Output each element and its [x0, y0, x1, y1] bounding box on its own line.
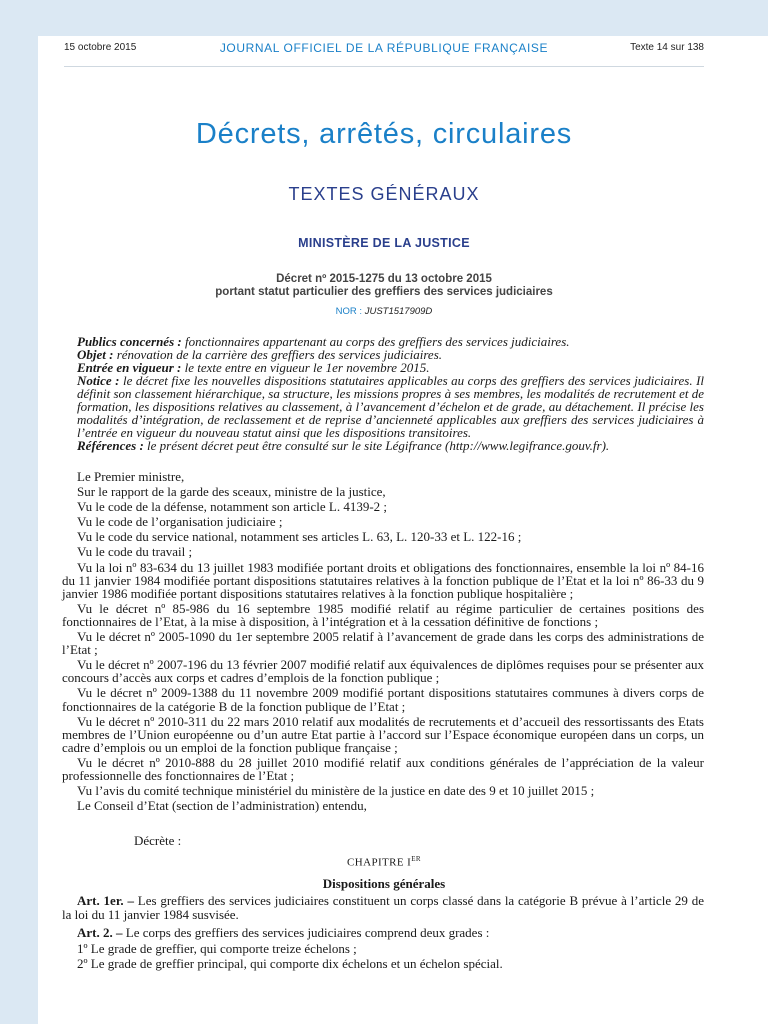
visa-paragraph: Le Premier ministre,: [77, 469, 185, 484]
chapter-heading: [0, 855, 768, 869]
article-2-label: Art. 2. –: [77, 925, 123, 940]
decree-title-line-1: Décret nº 2015-1275 du 13 octobre 2015: [276, 273, 492, 285]
header-journal-title: JOURNAL OFFICIEL DE LA RÉPUBLIQUE FRANÇAISE: [219, 41, 549, 55]
summary-notice: [77, 374, 704, 439]
summary-notice-label: Notice :: [77, 373, 120, 388]
article-1: [62, 894, 704, 921]
visa-paragraph: Vu le décret nº 2007-196 du 13 février 2007 modifié relatif aux équivalences de diplômes requises pour se présenter aux concours d’accès aux corps et cadres d’emplois de la fonction publique ;: [62, 657, 704, 686]
article-2: [62, 926, 704, 940]
chapter-label: CHAPITRE I: [347, 856, 412, 869]
article-2-text: Le corps des greffiers des services judiciaires comprend deux grades :: [122, 925, 490, 940]
articles-section: [62, 894, 704, 973]
visa-paragraph: Le Conseil d’Etat (section de l’administration) entendu,: [77, 798, 367, 814]
page-margin-band-left: [0, 0, 38, 1024]
page-title: Décrets, arrêtés, circulaires: [195, 118, 573, 150]
visa-paragraph: Vu le code du service national, notamment ses articles L. 63, L. 120-33 et L. 122-16 ;: [77, 529, 522, 545]
summary-references-label: Références :: [77, 438, 144, 453]
header-date: 15 octobre 2015: [64, 42, 137, 53]
ministry-heading: MINISTÈRE DE LA JUSTICE: [298, 236, 470, 250]
article-1-text: Les greffiers des services judiciaires constituent un corps classé dans la catégorie B prévue à l’article 29 de la loi du 11 janvier 1984 susvisée.: [62, 893, 704, 922]
visa-paragraph: Vu le code du travail ;: [77, 544, 193, 560]
article-1-label: Art. 1er. –: [77, 893, 134, 908]
summary-references: [77, 439, 704, 452]
nor-reference: [0, 306, 768, 317]
summary-publics-label: Publics concernés :: [77, 334, 182, 349]
visa-paragraph: Vu le décret nº 2009-1388 du 11 novembre 2009 modifié portant dispositions statutaires communes à divers corps de fonctionnaires de la catégorie B de la fonction publique de l’Etat ;: [62, 685, 704, 714]
article-2-grade-1: 1º Le grade de greffier, qui comporte treize échelons ;: [77, 940, 357, 956]
decrete-label: Décrète :: [134, 833, 182, 848]
header-divider: [64, 66, 704, 67]
summary-objet-label: Objet :: [77, 347, 114, 362]
summary-entree-label: Entrée en vigueur :: [77, 360, 182, 375]
visa-paragraph: Vu le décret nº 2010-311 du 22 mars 2010 relatif aux modalités de recrutements et d’accueil des ressortissants des Etats membres de l’Union européenne ou d’un autre Etat partie à l’accord sur l’Espace économique européen dans un corps, un cadre d’emplois ou un emploi de la fonction publique française ;: [62, 713, 704, 755]
summary-entree-text: le texte entre en vigueur le 1er novembre 2015.: [181, 360, 430, 375]
visa-paragraph: Vu le décret nº 85-986 du 16 septembre 1985 modifié relatif au régime particulier de certaines positions des fonctionnaires de l’Etat, à la mise à disposition, à l’intégration et à la cessation définitive de fonctions ;: [62, 600, 704, 629]
decree-summary: [77, 335, 704, 452]
visa-paragraph: Vu le code de la défense, notamment son article L. 4139-2 ;: [77, 499, 388, 515]
summary-objet-text: rénovation de la carrière des greffiers des services judiciaires.: [113, 347, 443, 362]
article-2-grade-2: 2º Le grade de greffier principal, qui comporte dix échelons et un échelon spécial.: [77, 956, 503, 971]
header-text-number: Texte 14 sur 138: [630, 42, 704, 53]
decree-title-line-2: portant statut particulier des greffiers des services judiciaires: [215, 286, 553, 298]
chapter-label-sup: ER: [411, 855, 421, 863]
chapter-title: Dispositions générales: [322, 876, 446, 891]
summary-notice-text: le décret fixe les nouvelles dispositions statutaires applicables au corps des greffiers des services judiciaires. Il définit son classement hiérarchique, sa structure, les missions propres à ses membres, les modalités de recrutement et de formation, les dispositions relatives au classement, à l’avancement d’échelon et de grade, au détachement. Il précise les modalités d’intégration, de reclassement et de reprise d’ancienneté applicables aux greffiers des services judiciaires à l’entrée en vigueur du nouveau statut ainsi que les dispositions transitoires.: [77, 373, 705, 440]
visa-paragraph: Vu le code de l’organisation judiciaire ;: [77, 514, 283, 530]
summary-publics-text: fonctionnaires appartenant au corps des greffiers des services judiciaires.: [181, 334, 570, 349]
running-header: [64, 41, 704, 57]
nor-label: NOR :: [335, 306, 365, 317]
visa-paragraph: Vu l’avis du comité technique ministériel du ministère de la justice en date des 9 et 10 juillet 2015 ;: [77, 783, 595, 799]
page-margin-band-top: [0, 0, 768, 36]
section-title: TEXTES GÉNÉRAUX: [288, 184, 480, 204]
visa-paragraph: Vu le décret nº 2010-888 du 28 juillet 2010 modifié relatif aux conditions générales de l’appréciation de la valeur professionnelle des fonctionnaires de l’Etat ;: [62, 754, 704, 783]
nor-value: JUST1517909D: [364, 306, 433, 317]
visa-paragraph: Vu le décret nº 2005-1090 du 1er septembre 2005 relatif à l’avancement de grade dans les corps des administrations de l’Etat ;: [62, 629, 704, 658]
visa-paragraph: Vu la loi nº 83-634 du 13 juillet 1983 modifiée portant droits et obligations des fonctionnaires, ensemble la loi nº 84-16 du 11 janvier 1984 modifiée portant dispositions statutaires relatives à la fonction publique de l’Etat et la loi nº 86-33 du 9 janvier 1986 modifiée portant dispositions statutaires relatives à la fonction publique hospitalière ;: [62, 559, 704, 601]
visas-section: [62, 470, 704, 814]
summary-references-text: le présent décret peut être consulté sur le site Légifrance (http://www.legifrance.gouv.fr).: [143, 438, 610, 453]
decree-title: [0, 273, 768, 299]
visa-paragraph: Sur le rapport de la garde des sceaux, ministre de la justice,: [77, 484, 386, 500]
